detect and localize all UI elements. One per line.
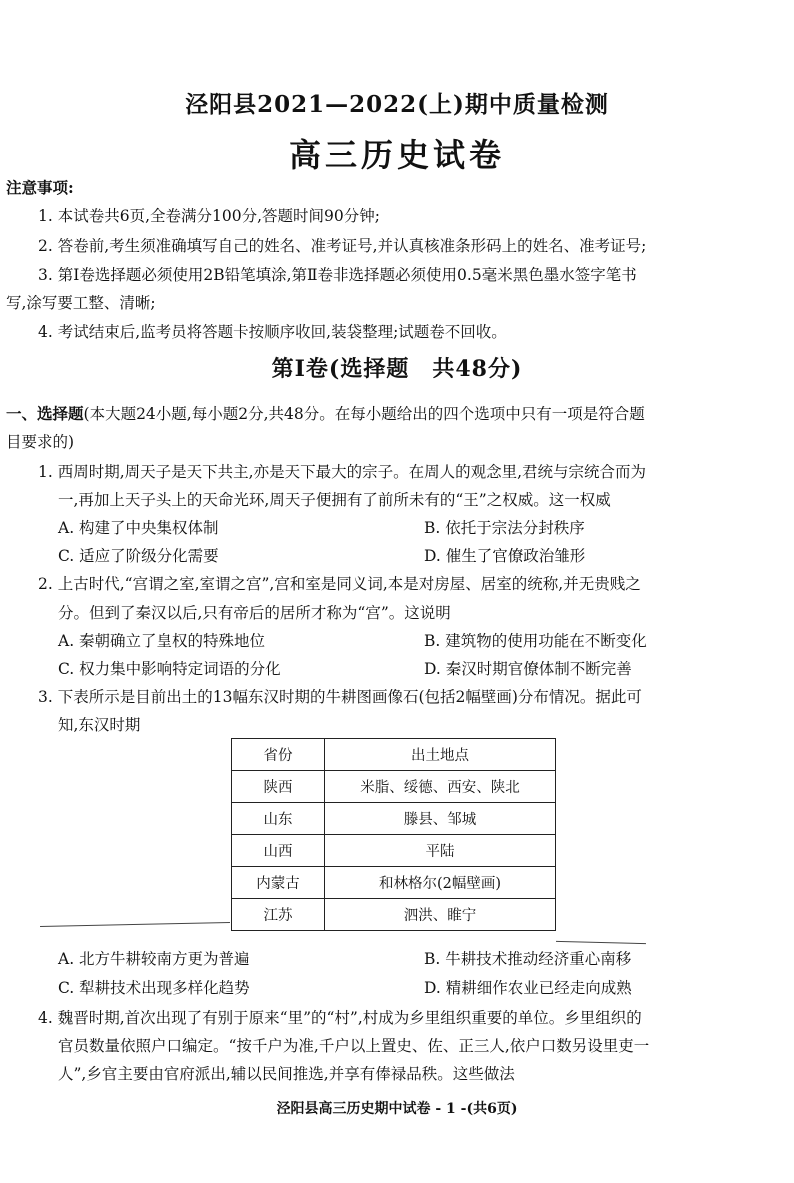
notice-item: 3. 第Ⅰ卷选择题必须使用2B铅笔填涂,第Ⅱ卷非选择题必须使用0.5毫米黑色墨水签字笔书 <box>38 266 637 284</box>
q3-option-a: A. 北方牛耕较南方更为普遍 <box>58 950 250 968</box>
table-cell-location: 米脂、绥德、西安、陕北 <box>325 771 556 803</box>
q3-option-c: C. 犁耕技术出现多样化趋势 <box>58 979 250 997</box>
q2-option-a: A. 秦朝确立了皇权的特殊地位 <box>58 632 266 650</box>
table-cell-location: 滕县、邹城 <box>325 803 556 835</box>
table-cell-location: 泗洪、睢宁 <box>325 899 556 931</box>
page-footer: 泾阳县高三历史期中试卷 - 1 -(共6页) <box>276 1101 518 1117</box>
table-cell-province: 陕西 <box>232 771 325 803</box>
exam-name: 泾阳县2021—2022(上)期中质量检测 <box>185 91 609 118</box>
q1-stem: 一,再加上天子头上的天命光环,周天子便拥有了前所未有的“王”之权威。这一权威 <box>58 491 611 509</box>
q2-option-d: D. 秦汉时期官僚体制不断完善 <box>424 660 632 678</box>
part-desc-cont: 目要求的) <box>6 433 75 451</box>
notice-item: 写,涂写要工整、清晰; <box>6 294 156 312</box>
part-label: 一、选择题 <box>6 404 84 423</box>
notice-item: 2. 答卷前,考生须准确填写自己的姓名、准考证号,并认真核准条形码上的姓名、准考证号; <box>38 237 647 255</box>
q1-option-b: B. 依托于宗法分封秩序 <box>424 519 585 537</box>
table-header: 省份 <box>232 739 325 771</box>
table-row <box>232 867 556 899</box>
paper-title: 高三历史试卷 <box>288 136 505 174</box>
q1-option-c: C. 适应了阶级分化需要 <box>58 547 219 565</box>
q3-stem: 知,东汉时期 <box>58 716 141 734</box>
q2-option-c: C. 权力集中影响特定词语的分化 <box>58 660 281 678</box>
scan-artifact-line <box>40 922 230 927</box>
notice-item: 4. 考试结束后,监考员将答题卡按顺序收回,装袋整理;试题卷不回收。 <box>38 323 507 341</box>
section-heading: 第Ⅰ卷(选择题 共48分) <box>271 356 523 382</box>
part-instructions <box>6 402 645 424</box>
q3-option-d: D. 精耕细作农业已经走向成熟 <box>424 979 632 997</box>
distribution-table <box>231 738 556 931</box>
table-cell-location: 平陆 <box>325 835 556 867</box>
notice-item: 1. 本试卷共6页,全卷满分100分,答题时间90分钟; <box>38 207 380 225</box>
table-cell-province: 江苏 <box>232 899 325 931</box>
q4-stem: 人”,乡官主要由官府派出,辅以民间推选,并享有俸禄品秩。这些做法 <box>58 1065 515 1083</box>
table-cell-province: 内蒙古 <box>232 867 325 899</box>
q1-option-d: D. 催生了官僚政治雏形 <box>424 547 586 565</box>
table-row <box>232 771 556 803</box>
q2-stem: 分。但到了秦汉以后,只有帝后的居所才称为“宫”。这说明 <box>58 604 451 622</box>
table-cell-province: 山西 <box>232 835 325 867</box>
q3-stem: 3. 下表所示是目前出土的13幅东汉时期的牛耕图画像石(包括2幅壁画)分布情况。据此可 <box>38 688 642 706</box>
table-row <box>232 835 556 867</box>
table-cell-location: 和林格尔(2幅壁画) <box>325 867 556 899</box>
part-desc: (本大题24小题,每小题2分,共48分。在每小题给出的四个选项中只有一项是符合题 <box>83 405 645 423</box>
table-row <box>232 803 556 835</box>
table-header-row <box>232 739 556 771</box>
q3-option-b: B. 牛耕技术推动经济重心南移 <box>424 950 632 968</box>
q4-stem: 4. 魏晋时期,首次出现了有别于原来“里”的“村”,村成为乡里组织重要的单位。乡里组织的 <box>38 1009 642 1027</box>
notice-heading: 注意事项: <box>6 178 74 197</box>
q1-stem: 1. 西周时期,周天子是天下共主,亦是天下最大的宗子。在周人的观念里,君统与宗统合而为 <box>38 463 646 481</box>
q2-option-b: B. 建筑物的使用功能在不断变化 <box>424 632 647 650</box>
q1-option-a: A. 构建了中央集权体制 <box>58 519 219 537</box>
table-cell-province: 山东 <box>232 803 325 835</box>
scan-artifact-line <box>556 941 646 944</box>
q4-stem: 官员数量依照户口编定。“按千户为准,千户以上置史、佐、正三人,依户口数另设里吏一 <box>58 1037 650 1055</box>
q2-stem: 2. 上古时代,“宫谓之室,室谓之宫”,宫和室是同义词,本是对房屋、居室的统称,并无贵贱之 <box>38 575 641 593</box>
table-header: 出土地点 <box>325 739 556 771</box>
table-row <box>232 899 556 931</box>
